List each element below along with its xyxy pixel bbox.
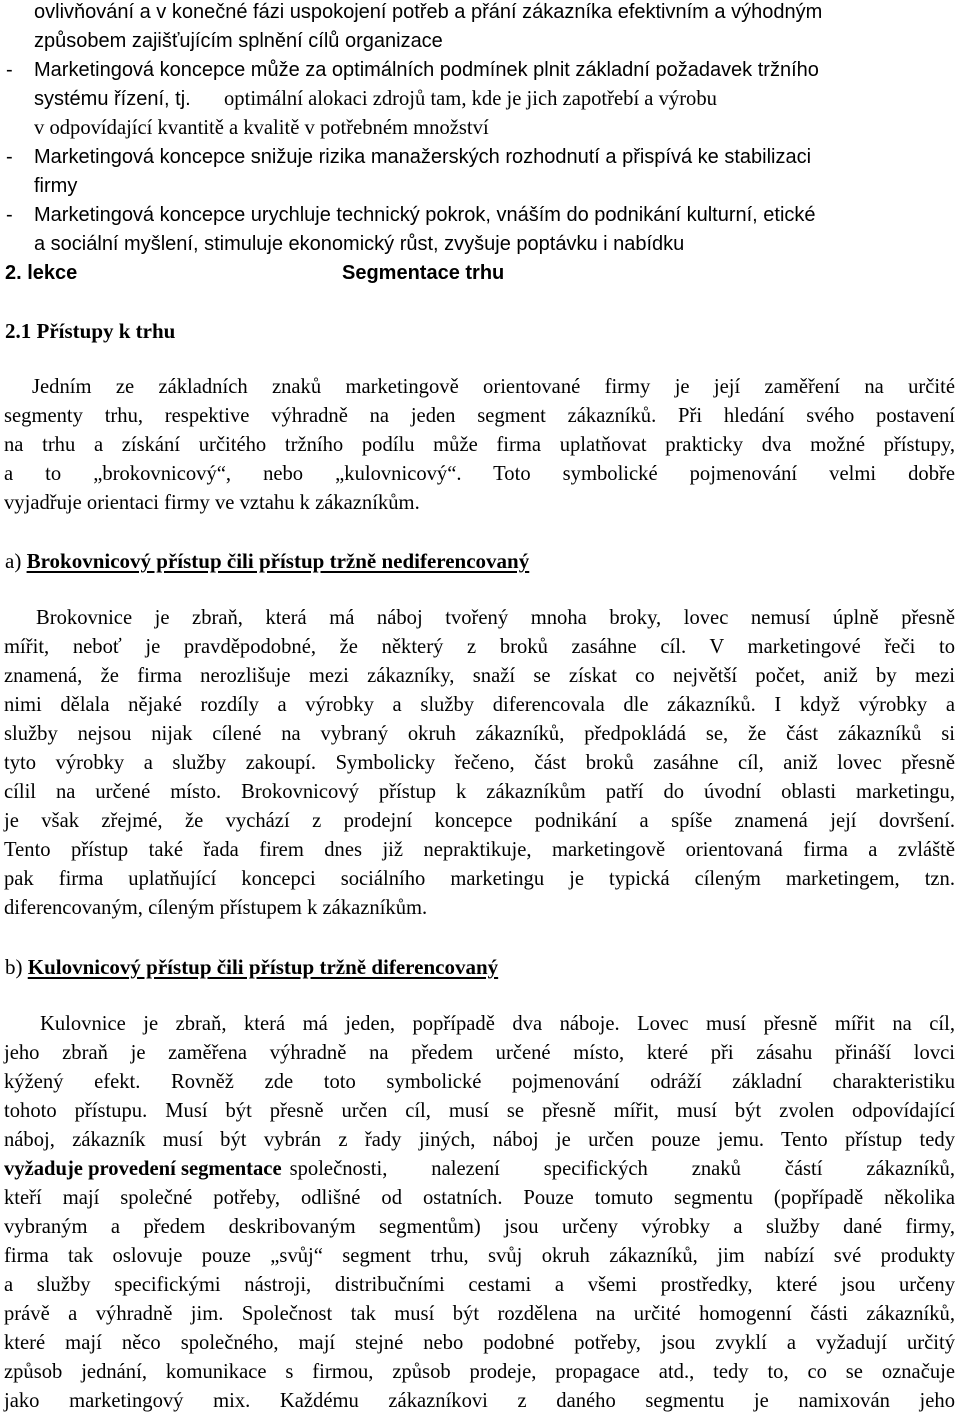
text-line: ovlivňování a v konečné fázi uspokojení potřeb a přání zákazníka efektivním a výhodným: [34, 1, 823, 23]
paragraph-line: tohoto přístupu. Musí být přesně určen cíl, musí se přesně mířit, musí být zvolen odpovídající: [4, 1100, 955, 1122]
paragraph-line: Kulovnice je zbraň, která má jeden, popřípadě dva náboje. Lovec musí přesně mířit na cíl,: [40, 1013, 955, 1035]
text-line: systému řízení, tj.: [34, 88, 191, 110]
paragraph-line: právě a výhradně jim. Společnost tak musí být rozdělena na určité homogenní části zákazníků,: [4, 1303, 955, 1325]
paragraph-line: služby nejsou nijak cílené na vybraný okruh zákazníků, předpokládá se, že část zákazníků si: [4, 723, 955, 745]
paragraph-line: vybraným a předem deskribovaným segmentům) jsou určeny výrobky a služby dané firmy,: [4, 1216, 955, 1238]
list-dash: -: [6, 59, 13, 81]
paragraph-line: na trhu a získání určitého tržního podílu může firma uplatňovat prakticky dva možné přístupy,: [4, 434, 955, 456]
paragraph-line: které mají něco společného, mají stejné nebo podobné potřeby, jsou zvyklí a vyžadují určitý: [4, 1332, 955, 1354]
paragraph-line-rest: společnosti, nalezení specifických znaků částí zákazníků,: [289, 1158, 955, 1180]
paragraph-line: [4, 1159, 955, 1180]
text-line: způsobem zajišťujícím splnění cílů organizace: [34, 30, 443, 52]
paragraph-line: diferencovaným, cíleným přístupem k zákazníkům.: [4, 897, 428, 919]
list-dash: -: [6, 204, 13, 226]
paragraph-line: Brokovnice je zbraň, která má náboj tvořený mnoha broky, lovec nemusí úplně přesně: [36, 607, 955, 629]
paragraph-line: znamená, že firma nerozlišuje mezi zákazníky, snaží se získat co největší počet, aniž by mezi: [4, 665, 955, 687]
subsection-title: Kulovnicový přístup čili přístup tržně diferencovaný: [27, 955, 499, 979]
paragraph-line: tyto výrobky a služby zakoupí. Symbolicky řečeno, část broků zasáhne cíl, aniž lovec přesně: [4, 752, 955, 774]
paragraph-line: a služby specifickými nástroji, distribučními cestami a všemi prostředky, které jsou určeny: [4, 1274, 955, 1296]
subsection-prefix: a): [5, 549, 27, 573]
list-item-text: Marketingová koncepce snižuje rizika manažerských rozhodnutí a přispívá ke stabilizaci: [34, 146, 812, 168]
paragraph-line: pak firma uplatňující koncepci sociálního marketingu je typická cíleným marketingem, tzn.: [4, 868, 955, 890]
text-line: firmy: [34, 175, 78, 197]
paragraph-line: způsob jednání, komunikace s firmou, způsob prodeje, propagace atd., tedy to, co se označuje: [4, 1361, 955, 1383]
subsection-heading-b: [5, 957, 498, 978]
paragraph-line: náboj, zákazník musí být vybrán z řady jiných, náboj je určen pouze jemu. Tento přístup tedy: [4, 1129, 955, 1151]
paragraph-line: kýžený efekt. Rovněž zde toto symbolické pojmenování odráží základní charakteristiku: [4, 1071, 955, 1093]
section-heading: 2.1 Přístupy k trhu: [5, 319, 176, 343]
paragraph-line: a to „brokovnicový“, nebo „kulovnicový“. Toto symbolické pojmenování velmi dobře: [4, 463, 955, 485]
paragraph-line: Jedním ze základních znaků marketingově orientované firmy je její zaměření na určité: [32, 376, 955, 398]
paragraph-line: vyjadřuje orientaci firmy ve vztahu k zákazníkům.: [4, 492, 420, 514]
list-item-text: Marketingová koncepce může za optimálních podmínek plnit základní požadavek tržního: [34, 59, 819, 81]
bold-phrase: vyžaduje provedení segmentace: [4, 1158, 282, 1180]
paragraph-line: nimi dělala nějaké rozdíly a výrobky a služby diferencovala dle zákazníků. I když výrobky a: [4, 694, 955, 716]
paragraph-line: cílil na určené místo. Brokovnicový přístup k zákazníkům patří do úvodní oblasti marketingu,: [4, 781, 955, 803]
subsection-prefix: b): [5, 955, 28, 979]
lesson-title: Segmentace trhu: [342, 262, 505, 284]
list-item-text: Marketingová koncepce urychluje technický pokrok, vnáším do podnikání kulturní, etické: [34, 204, 816, 226]
text-line: v odpovídající kvantitě a kvalitě v potřebném množství: [34, 117, 489, 139]
paragraph-line: jeho zbraň je zaměřena výhradně na předem určené místo, které při zásahu přináší lovci: [4, 1042, 955, 1064]
paragraph-line: firma tak oslovuje pouze „svůj“ segment trhu, svůj okruh zákazníků, jim nabízí své produkty: [4, 1245, 955, 1267]
text-line: a sociální myšlení, stimuluje ekonomický růst, zvyšuje poptávku i nabídku: [34, 233, 685, 255]
paragraph-line: jako marketingový mix. Každému zákazníkovi z daného segmentu je namixován jeho: [4, 1390, 955, 1412]
paragraph-line: Tento přístup také řada firem dnes již nepraktikuje, marketingově orientovaná firma a zvláště: [4, 839, 955, 861]
lesson-number: 2. lekce: [5, 262, 78, 284]
paragraph-line: je však zřejmé, že vychází z prodejní koncepce podnikání a spíše znamená její dovršení.: [4, 810, 955, 832]
paragraph-line: segmenty trhu, respektive výhradně na jeden segment zákazníků. Při hledání svého postavení: [4, 405, 955, 427]
text-line: optimální alokaci zdrojů tam, kde je jich zapotřebí a výrobu: [224, 88, 717, 110]
list-dash: -: [6, 146, 13, 168]
paragraph-line: mířit, neboť je pravděpodobné, že některý z broků zasáhne cíl. V marketingové řeči to: [4, 636, 955, 658]
subsection-heading-a: [5, 551, 529, 572]
subsection-title: Brokovnicový přístup čili přístup tržně nediferencovaný: [26, 549, 530, 573]
paragraph-line: kteří mají společné potřeby, odlišné od ostatních. Pouze tomuto segmentu (popřípadě několika: [4, 1187, 955, 1209]
